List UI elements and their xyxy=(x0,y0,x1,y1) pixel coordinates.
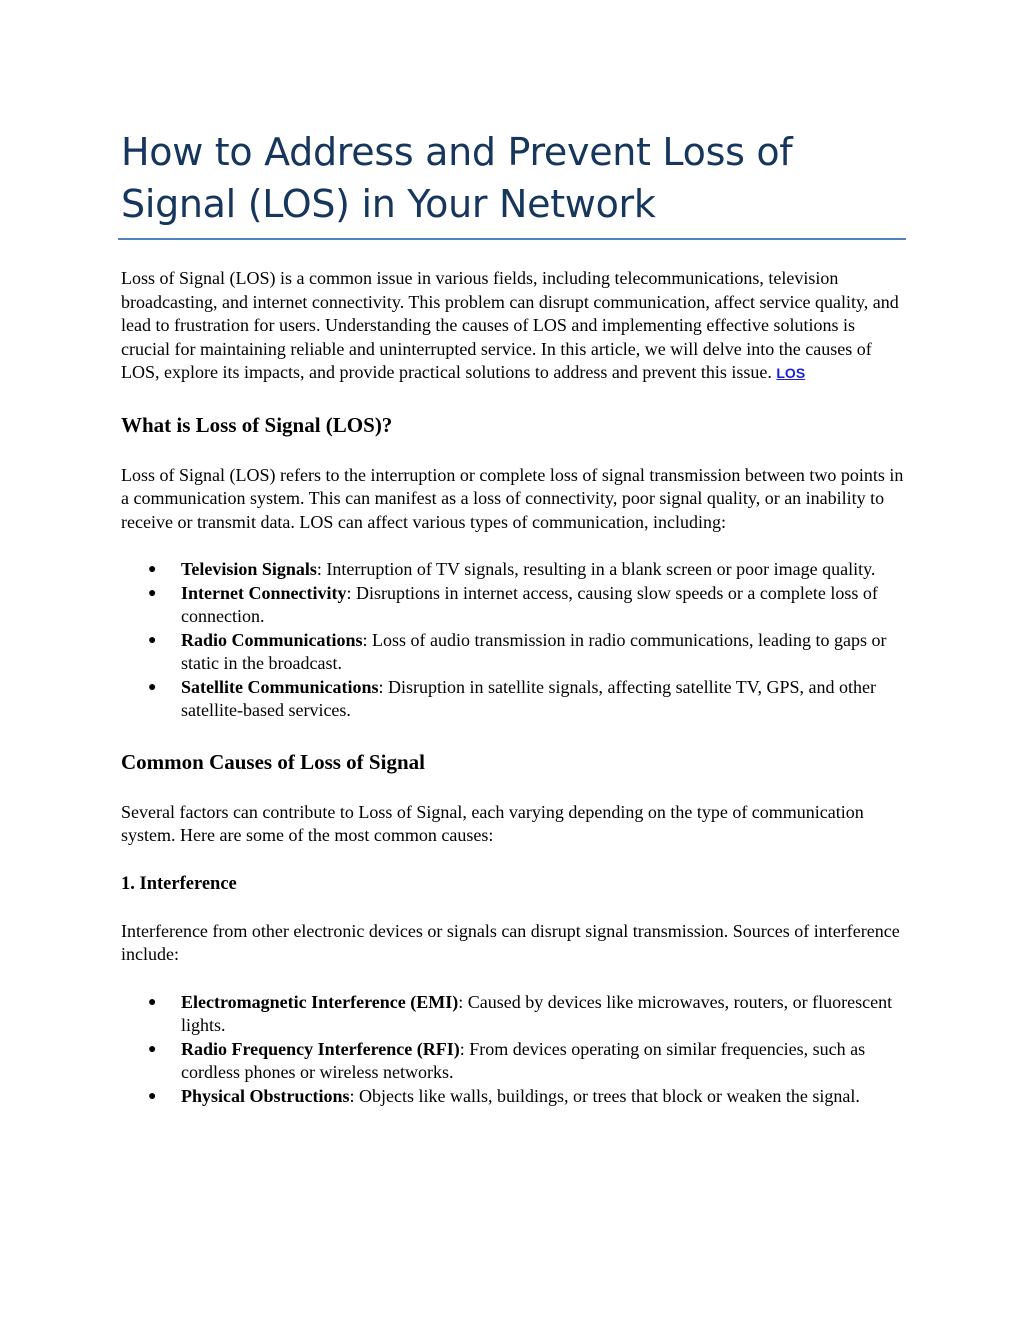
list-item-text: : Objects like walls, buildings, or trees that block or weaken the signal. xyxy=(349,1085,860,1106)
list-item-term: Radio Communications xyxy=(181,629,363,650)
communication-types-list xyxy=(121,558,907,723)
los-link[interactable]: LOS xyxy=(776,365,806,381)
list-item xyxy=(121,582,907,629)
list-item-text: : Loss of audio transmission in radio communications, leading to gaps or static in the broadcast. xyxy=(181,629,887,673)
section1-paragraph: Loss of Signal (LOS) refers to the interruption or complete loss of signal transmission between two points in a communication system. This can manifest as a loss of connectivity, poor signal quality, or an inability to receive or transmit data. LOS can affect various types of communication, including: xyxy=(121,464,904,532)
title-line-2: Signal (LOS) in Your Network xyxy=(121,182,656,226)
intro-text: Loss of Signal (LOS) is a common issue in various fields, including telecommunications, television broadcasting, and internet connectivity. This problem can disrupt communication, affect service quality, and lead to frustration for users. Understanding the causes of LOS and implementing effective solutions is crucial for maintaining reliable and uninterrupted service. In this article, we will delve into the causes of LOS, explore its impacts, and provide practical solutions to address and prevent this issue. xyxy=(121,268,899,382)
list-item-text: : Interruption of TV signals, resulting in a blank screen or poor image quality. xyxy=(316,559,876,579)
intro-paragraph xyxy=(121,267,907,386)
subheading-interference: 1. Interference xyxy=(121,873,237,894)
list-item-text: : From devices operating on similar frequencies, such as cordless phones or wireless networks. xyxy=(181,1038,866,1082)
list-item xyxy=(121,1038,907,1085)
title-underline xyxy=(118,238,906,240)
list-item-text: : Disruption in satellite signals, affecting satellite TV, GPS, and other satellite-based services. xyxy=(181,676,876,720)
page-title xyxy=(121,120,907,238)
section2-paragraph: Several factors can contribute to Loss of Signal, each varying depending on the type of communication system. Here are some of the most common causes: xyxy=(121,801,864,845)
interference-sources-list xyxy=(121,991,907,1109)
list-item-term: Internet Connectivity xyxy=(181,582,347,603)
list-item xyxy=(121,991,907,1038)
list-item xyxy=(121,558,907,582)
list-item-text: : Disruptions in internet access, causing slow speeds or a complete loss of connection. xyxy=(181,582,878,626)
bullet-icon: ● xyxy=(148,585,157,601)
list-item-term: Satellite Communications xyxy=(181,676,379,697)
bullet-icon: ● xyxy=(148,994,157,1010)
list-item xyxy=(121,629,907,676)
list-item xyxy=(121,676,907,723)
list-item xyxy=(121,1085,907,1109)
bullet-icon: ● xyxy=(148,632,157,648)
list-item-term: Physical Obstructions xyxy=(181,1085,350,1106)
bullet-icon: ● xyxy=(148,1088,157,1104)
bullet-icon: ● xyxy=(148,679,157,695)
bullet-icon: ● xyxy=(148,562,157,577)
title-line-1: How to Address and Prevent Loss of xyxy=(121,130,793,174)
document-content xyxy=(121,120,907,1108)
list-item-term: Electromagnetic Interference (EMI) xyxy=(181,991,459,1012)
interference-paragraph: Interference from other electronic devices or signals can disrupt signal transmission. Sources of interference include: xyxy=(121,920,900,964)
section-heading-what-is-los: What is Loss of Signal (LOS)? xyxy=(121,412,393,437)
section-heading-common-causes: Common Causes of Loss of Signal xyxy=(121,749,425,774)
list-item-text: : Caused by devices like microwaves, routers, or fluorescent lights. xyxy=(181,991,893,1035)
list-item-term: Television Signals xyxy=(181,559,317,579)
bullet-icon: ● xyxy=(148,1041,157,1057)
list-item-term: Radio Frequency Interference (RFI) xyxy=(181,1038,460,1059)
